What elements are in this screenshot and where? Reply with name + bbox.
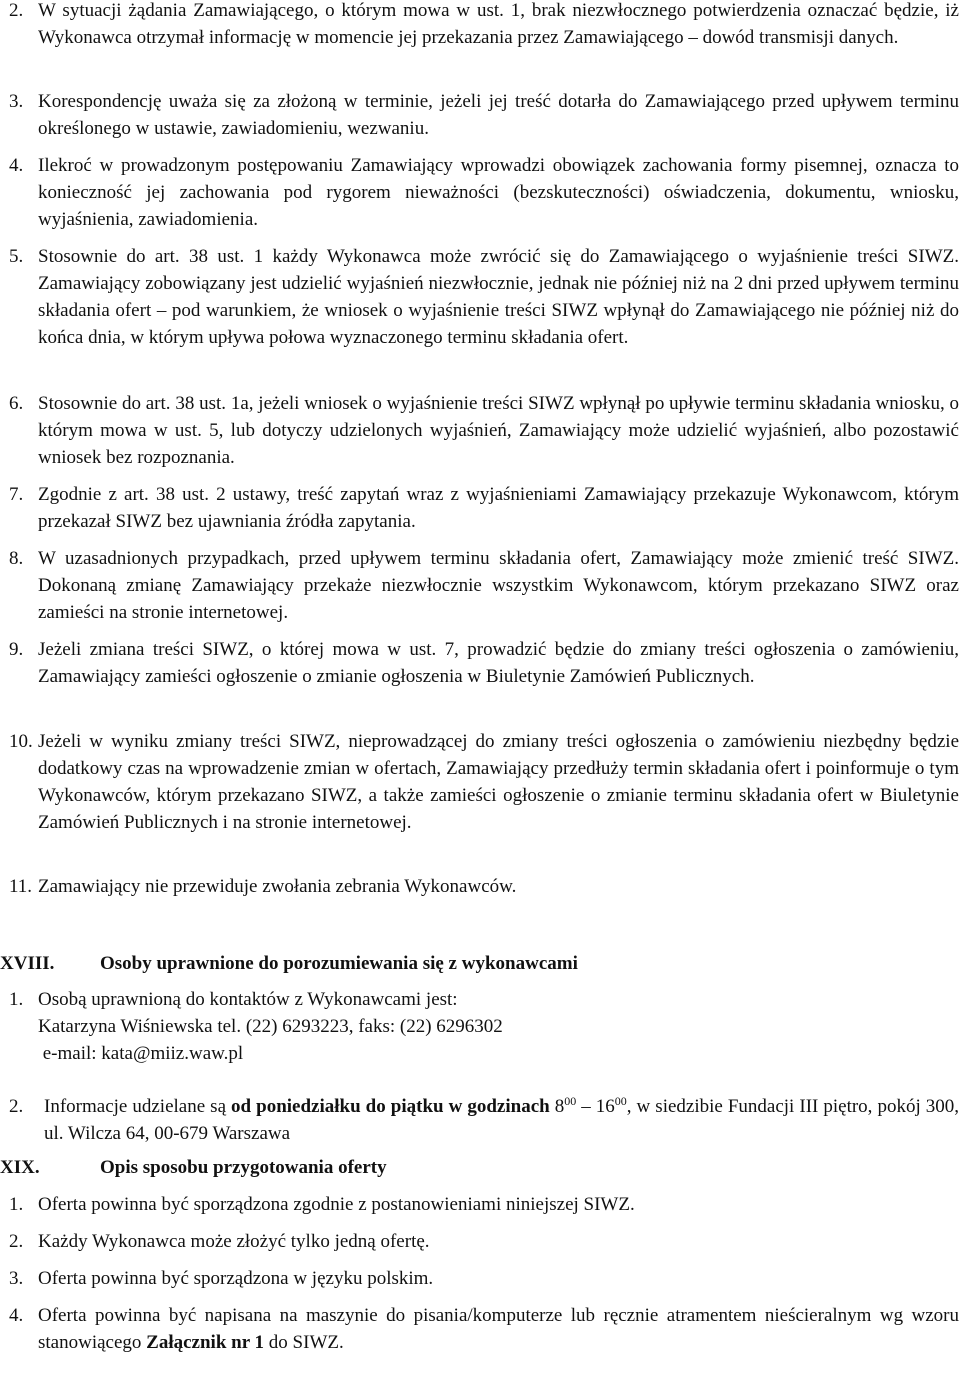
list-item [9,636,959,690]
item-text: Każdy Wykonawca może złożyć tylko jedną ofertę. [38,1231,430,1252]
section-title: Opis sposobu przygotowania oferty [100,1157,387,1178]
format-requirement: Oferta powinna być napisana na maszynie do pisania/komputerze lub ręcznie atramentem nieścieralnym wg wzoru stanowiącego [38,1305,959,1353]
item-number: 1. [9,989,24,1010]
list-item [9,481,959,535]
contact-person: Katarzyna Wiśniewska tel. (22) 6293223, faks: (22) 6296302 [38,1016,503,1037]
office-hours-bold: od poniedziałku do piątku w godzinach [231,1096,550,1117]
list-item [9,1302,959,1356]
contact-email: e-mail: kata@miiz.waw.pl [38,1043,244,1064]
list-item [9,873,959,900]
list-item [9,152,959,233]
item-number: 5. [9,246,24,267]
item-text: Stosownie do art. 38 ust. 1a, jeżeli wniosek o wyjaśnienie treści SIWZ wpłynął po upływie terminu składania wniosku, o którym mowa w ust. 5, lub dotyczy udzielonych wyjaśnień, Zamawiający może udzielić wyjaśnień, albo pozostawić wniosek bez rozpoznania. [38,393,959,468]
list-item [9,728,959,836]
office-location: , w siedzibie Fundacji III piętro, pokój 300, ul. Wilcza 64, 00-679 Warszawa [44,1096,960,1144]
item-text: Stosownie do art. 38 ust. 1 każdy Wykonawca może zwrócić się do Zamawiającego o wyjaśnienie treści SIWZ. Zamawiający zobowiązany jest udzielić wyjaśnień niezwłocznie, jednak nie później niż na 2 dni przed upływem terminu składania ofert – pod warunkiem, że wniosek o wyjaśnienie treści SIWZ wpłynął do Zamawiającego nie później niż do końca dnia, w którym upływa połowa wyznaczonego terminu składania ofert. [38,246,959,348]
section-number: XIX. [0,1157,40,1178]
attachment-reference: Załącznik nr 1 [146,1332,265,1353]
list-item [9,1228,959,1255]
item-number: 7. [9,484,24,505]
item-text [38,986,959,1013]
item-number: 6. [9,393,24,414]
time-end-minutes: 00 [614,1094,627,1108]
time-end: 16 [595,1096,615,1117]
item-text: Jeżeli zmiana treści SIWZ, o której mowa w ust. 7, prowadzić będzie do zmiany treści ogłoszenia o zamówieniu, Zamawiający zamieści ogłoszenie o zmianie ogłoszenia w Biuletynie Zamówień Publicznych. [38,639,959,687]
format-requirement-end: do SIWZ. [264,1332,344,1353]
item-text: Zamawiający nie przewiduje zwołania zebrania Wykonawców. [38,876,517,897]
item-number: 2. [9,1096,24,1117]
item-number: 3. [9,1268,24,1289]
list-item [9,545,959,626]
list-item [9,390,959,471]
item-number: 8. [9,548,24,569]
item-number: 4. [9,1305,24,1326]
list-item [9,243,959,351]
office-hours-pre: Informacje udzielane są [44,1096,232,1117]
item-number: 10. [9,731,33,752]
section-heading [0,1154,960,1181]
list-item [9,88,959,142]
contact-intro: Osobą uprawnioną do kontaktów z Wykonawcami jest: [38,989,458,1010]
list-item [9,0,959,51]
item-text: W uzasadnionych przypadkach, przed upływem terminu składania ofert, Zamawiający może zmienić treść SIWZ. Dokonaną zmianę Zamawiający przekaże niezwłocznie wszystkim Wykonawcom, którym przekazano SIWZ oraz zamieści na stronie internetowej. [38,548,959,623]
item-number: 2. [9,0,24,21]
item-text: W sytuacji żądania Zamawiającego, o którym mowa w ust. 1, brak niezwłocznego potwierdzenia oznaczać będzie, iż Wykonawca otrzymał informację w momencie jej przekazania przez Zamawiającego – dowód transmisji danych. [38,0,959,48]
section-title: Osoby uprawnione do porozumiewania się z wykonawcami [100,953,578,974]
item-text: Jeżeli w wyniku zmiany treści SIWZ, nieprowadzącej do zmiany treści ogłoszenia o zamówieniu niezbędny będzie dodatkowy czas na wprowadzenie zmian w ofertach, Zamawiający przedłuży termin składania ofert i poinformuje o tym Wykonawców, którym przekazano SIWZ, a także zamieści ogłoszenie o zmianie terminu składania ofert w Biuletynie Zamówień Publicznych i na stronie internetowej. [38,731,959,833]
item-number: 2. [9,1231,24,1252]
item-text [38,1302,959,1356]
item-text: Oferta powinna być sporządzona zgodnie z postanowieniami niniejszej SIWZ. [38,1194,635,1215]
item-text: Oferta powinna być sporządzona w języku polskim. [38,1268,434,1289]
item-number: 11. [9,876,33,897]
section-heading [0,950,960,977]
list-item [9,1191,959,1218]
item-number: 3. [9,91,24,112]
time-dash: – [576,1096,596,1117]
list-item [9,1265,959,1292]
list-item [9,986,959,1013]
item-number: 1. [9,1194,24,1215]
time-start-minutes: 00 [564,1094,577,1108]
item-number: 9. [9,639,24,660]
section-number: XVIII. [0,953,55,974]
time-start: 8 [554,1096,565,1117]
item-text: Ilekroć w prowadzonym postępowaniu Zamawiający wprowadzi obowiązek zachowania formy pisemnej, oznacza to konieczność jej zachowania pod rygorem nieważności (bezskuteczności) oświadczenia, dokumentu, wniosku, wyjaśnienia, zawiadomienia. [38,155,959,230]
item-number: 4. [9,155,24,176]
list-item [9,1093,959,1147]
item-text: Korespondencję uważa się za złożoną w terminie, jeżeli jej treść dotarła do Zamawiającego przed upływem terminu określonego w ustawie, zawiadomieniu, wezwaniu. [38,91,959,139]
item-text [44,1093,959,1147]
item-text: Zgodnie z art. 38 ust. 2 ustawy, treść zapytań wraz z wyjaśnieniami Zamawiający przekazuje Wykonawcom, którym przekazał SIWZ bez ujawniania źródła zapytania. [38,484,959,532]
